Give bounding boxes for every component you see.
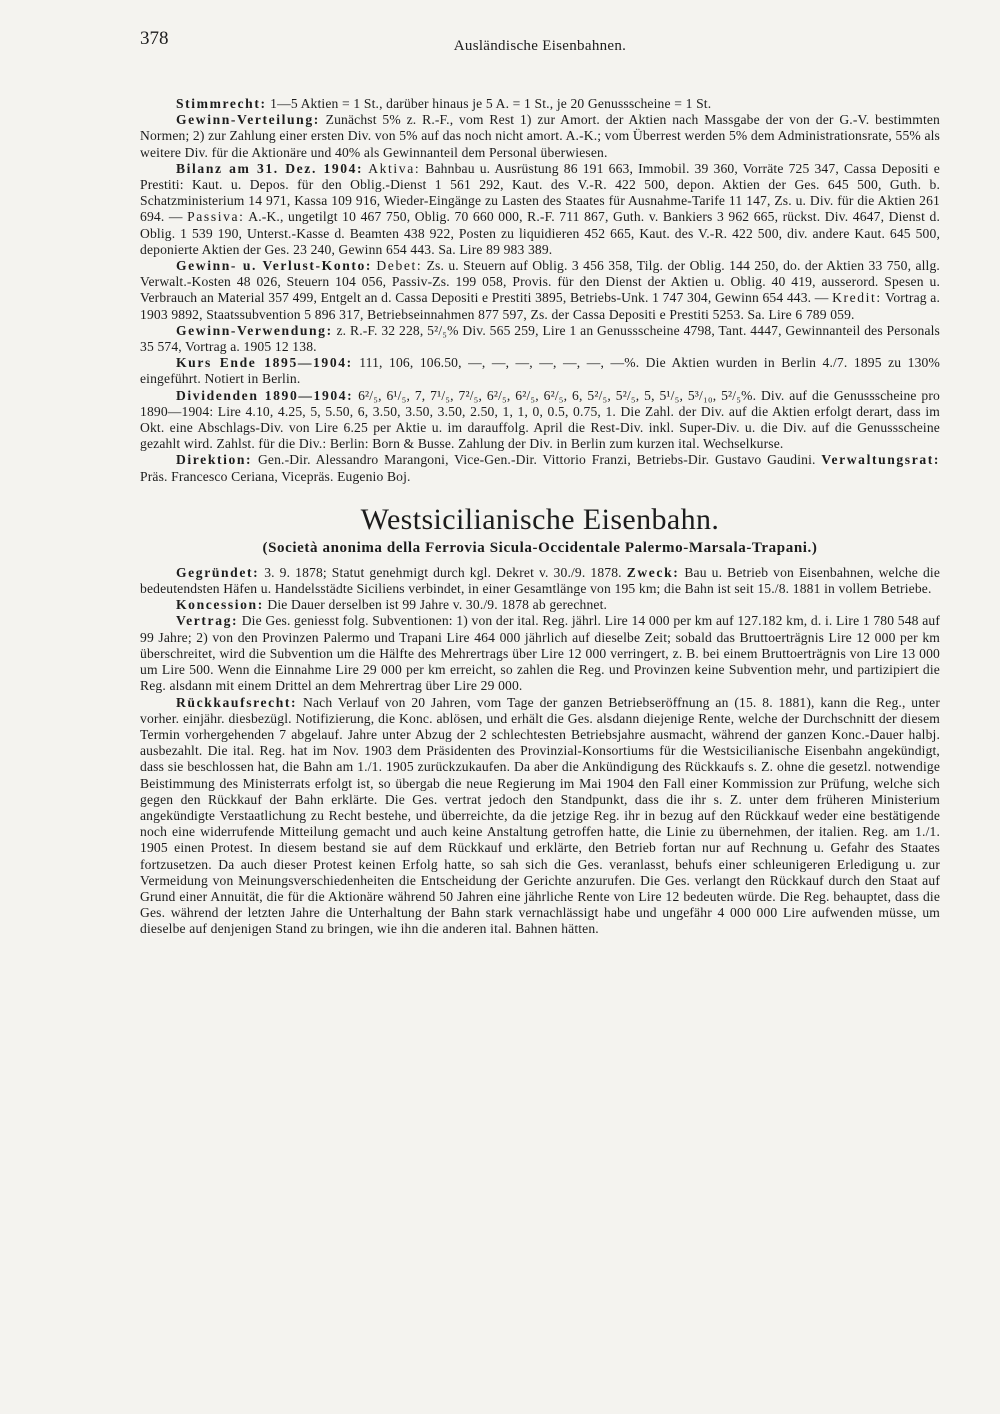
- label-gewinn-verlust-konto: Gewinn- u. Verlust-Konto:: [176, 258, 373, 274]
- label-kredit: Kredit:: [832, 290, 882, 306]
- section-previous-company: [140, 96, 940, 485]
- paragraph-dividenden: [140, 388, 940, 453]
- text-dividenden: 6²/₅, 6¹/₅, 7, 7¹/₅, 7²/₅, 6²/₅, 6²/₅, 6²/₅, 6, 5²/₅, 5²/₅, 5, 5¹/₅, 5³/₁₀, 5²/₅%. Div. auf die Genussscheine pro 1890—1904: Lire 4.10, 4.25, 5, 5.50, 6, 3.50, 3.50, 3.50, 2.50, 1, 1, 0, 0.5, 0.75, 1. Die Zahl. der Div. auf die Aktien erfolgt derart, dass im Okt. eine Abschlags-Div. von Lire 6.25 per Aktie u. im darauffolg. April die Rest-Div. inkl. Super-Div. u. die Div. auf die Genussscheine gezahlt wird. Zahlst. für die Div.: Berlin: Born & Busse. Zahlung der Div. in Berlin zum kurzen ital. Wechselkurse.: [140, 387, 940, 452]
- paragraph-gewinn-verlust-konto: [140, 258, 940, 323]
- label-gewinn-verwendung: Gewinn-Verwendung:: [176, 322, 333, 338]
- text-gegruendet: 3. 9. 1878; Statut genehmigt durch kgl. Dekret v. 30./9. 1878.: [259, 564, 622, 580]
- paragraph-vertrag: [140, 613, 940, 694]
- text-verwaltungsrat: Präs. Francesco Ceriana, Vicepräs. Eugenio Boj.: [140, 468, 411, 484]
- text-rueckkaufsrecht: Nach Verlauf von 20 Jahren, vom Tage der ganzen Betriebseröffnung an (15. 8. 1881), kann die Reg., unter vorher. einjähr. diesbezügl. Notifizierung, die Konc. ablösen, und erhält die Ges. alsdann diejenige Rente, welche der Durchschnitt der diesem Termin vorhergehenden 7 abgelauf. Jahre unter Abzug der 2 schlechtesten Betriebsjahre ausmacht, während der ganzen Konc.-Dauer halbj. ausbezahlt. Die ital. Reg. hat im Nov. 1903 dem Präsidenten des Provinzial-Konsortiums für die Westsicilianische Eisenbahn angekündigt, dass sie beschlossen hat, die Bahn am 1./1. 1905 zurückzukaufen. Da aber die Ankündigung des Rückkaufs s. Z. ohne die gesetzl. notwendige Beistimmung des Ministerrats erfolgt ist, so übergab die neue Regierung im Mai 1904 den Fall einer Kommission zur Prüfung, welche sich gegen den Rückkauf der Bahn erklärte. Die Ges. vertrat jedoch den Standpunkt, dass die ihr s. Z. unter dem früheren Ministerium angekündigte Verstaatlichung zu Recht bestehe, und überreichte, da die jetzige Reg. ihr in bezug auf den Rückkauf weder eine bestätigende noch eine widerrufende Mitteilung gemacht und auch keine Anstaltung getroffen hatte, die Linie zu übernehmen, der italien. Reg. am 1./1. 1905 einen Protest. In diesem bestand sie auf dem Rückkauf und erklärte, den Betrieb fortan nur auf Rechnung u. Gefahr des Staates fortzusetzen. Da auch dieser Protest keinen Erfolg hatte, so sah sich die Ges. veranlasst, behufs einer schleunigeren Erledigung u. zur Vermeidung von Meinungsverschiedenheiten die Entscheidung der Gerichte anzurufen. Die Ges. verlangt den Rückkauf durch den Staat auf Grund einer Annuität, die für die Aktionäre während 50 Jahren eine jährliche Rente von Lire 12 bedeuten würde. Die Reg. behauptet, dass die Ges. während der letzten Jahre die Unterhaltung der Bahn stark vernachlässigt habe und ungefähr 4 000 000 Lire aufwenden müsse, um dieselbe auf denjenigen Stand zu bringen, wie ihn die anderen ital. Bahnen hätten.: [140, 694, 940, 937]
- label-verwaltungsrat: Verwaltungsrat:: [821, 452, 940, 468]
- paragraph-gewinn-verwendung: [140, 323, 940, 355]
- label-dividenden: Dividenden 1890—1904:: [176, 387, 354, 403]
- text-aktiva: Bahnbau u. Ausrüstung 86 191 663, Immobil. 39 360, Vorräte 725 347, Cassa Depositi e Prestiti: Kaut. u. Depos. für den Oblig.-Dienst 1 561 292, Kaut. des V.-R. 422 500, depon. Aktien der Ges. 645 500, Guth. b. Schatzministerium 14 971, Kassa 109 916, Wieder-Eingänge zu Lasten des Staates für Ausnahme-Tarife 11 147, Zs. u. Div. für die Aktien 261 694. —: [140, 160, 940, 225]
- label-gegruendet: Gegründet:: [176, 564, 260, 580]
- label-debet: Debet:: [376, 258, 423, 274]
- label-aktiva: Aktiva:: [368, 160, 421, 176]
- text-zweck: Bau u. Betrieb von Eisenbahnen, welche die bedeutendsten Häfen u. Handelsstädte Siciliens verbindet, in einer Gesamtlänge von 195 km; die Bahn ist seit 15./8. 1881 in vollem Betriebe.: [140, 564, 941, 597]
- paragraph-kurs: [140, 355, 940, 387]
- text-gewinn-verwendung: z. R.-F. 32 228, 5²/₅% Div. 565 259, Lire 1 an Genussscheine 4798, Tant. 4447, Gewinnanteil des Personals 35 574, Vortrag a. 1905 12 138.: [140, 322, 940, 355]
- label-zweck: Zweck:: [626, 564, 680, 580]
- text-stimmrecht: 1—5 Aktien = 1 St., darüber hinaus je 5 A. = 1 St., je 20 Genussscheine = 1 St.: [266, 96, 712, 111]
- label-vertrag: Vertrag:: [176, 613, 239, 629]
- paragraph-rueckkaufsrecht: [140, 695, 940, 938]
- label-koncession: Koncession:: [176, 597, 264, 613]
- section-title: Westsicilianische Eisenbahn.: [360, 502, 720, 536]
- label-kurs: Kurs Ende 1895—1904:: [176, 355, 353, 371]
- label-passiva: Passiva:: [187, 209, 245, 225]
- page: [140, 28, 940, 938]
- label-gewinn-verteilung: Gewinn-Verteilung:: [176, 112, 320, 128]
- text-koncession: Die Dauer derselben ist 99 Jahre v. 30./9. 1878 ab gerechnet.: [263, 597, 608, 613]
- text-debet: Zs. u. Steuern auf Oblig. 3 456 358, Tilg. der Oblig. 144 250, do. der Aktien 33 750, allg. Verwalt.-Kosten 48 026, Steuern 104 056, Passiv-Zs. 199 058, Provis. für den Dienst der Aktien u. Oblig. 40 419, ausserord. Spesen u. Verbrauch an Material 357 499, Entgelt an d. Cassa Depositi e Prestiti 3895, Betriebs-Unk. 1 747 304, Gewinn 654 443. —: [140, 258, 940, 306]
- paragraph-stimmrecht: [140, 96, 940, 112]
- text-gewinn-verteilung: Zunächst 5% z. R.-F., vom Rest 1) zur Amort. der Aktien nach Massgabe der von der G.-V. bestimmten Normen; 2) zur Zahlung einer ersten Div. von 5% auf das noch nicht amort. A.-K.; vom Überrest werden 5% dem Administrationsrate, 55% als weitere Div. für die Aktionäre und 40% als Gewinnanteil dem Personal überwiesen.: [140, 112, 940, 160]
- text-kurs: 111, 106, 106.50, —, —, —, —, —, —, —%. Die Aktien wurden in Berlin 4./7. 1895 zu 130% eingeführt. Notiert in Berlin.: [140, 355, 940, 387]
- paragraph-gegruendet: [140, 565, 940, 597]
- paragraph-bilanz: [140, 161, 940, 258]
- paragraph-gewinn-verteilung: [140, 112, 940, 161]
- section-westsicilianische-eisenbahn: [140, 503, 940, 938]
- page-header: [140, 28, 940, 58]
- text-kredit: Vortrag a. 1903 9892, Staatssubvention 5 896 317, Betriebseinnahmen 877 597, Zs. der Cassa Depositi e Prestiti 5253. Sa. Lire 6 789 059.: [140, 290, 941, 322]
- label-direktion: Direktion:: [176, 452, 253, 468]
- running-head: Ausländische Eisenbahnen.: [453, 38, 627, 54]
- text-direktion: Gen.-Dir. Alessandro Marangoni, Vice-Gen.-Dir. Vittorio Franzi, Betriebs-Dir. Gustavo Gaudini.: [252, 452, 816, 468]
- paragraph-direktion: [140, 452, 940, 484]
- label-stimmrecht: Stimmrecht:: [176, 96, 267, 111]
- section-subtitle: (Società anonima della Ferrovia Sicula-Occidentale Palermo-Marsala-Trapani.): [262, 539, 818, 556]
- text-passiva: A.-K., ungetilgt 10 467 750, Oblig. 70 660 000, R.-F. 711 867, Guth. v. Bankiers 3 962 665, rückst. Div. 4647, Dienst d. Oblig. 1 539 190, Unterst.-Kasse d. Beamten 438 922, Posten zu liquidieren 452 665, Kaut. des V.-R. 422 500, div. andere Kaut. 645 500, deponierte Aktien der Ges. 23 240, Gewinn 654 443. Sa. Lire 89 983 389.: [140, 209, 940, 257]
- paragraph-koncession: [140, 597, 940, 613]
- label-bilanz: Bilanz am 31. Dez. 1904:: [176, 160, 364, 176]
- text-vertrag: Die Ges. geniesst folg. Subventionen: 1) von der ital. Reg. jährl. Lire 14 000 per km auf 127.182 km, d. i. Lire 1 780 548 auf 99 Jahre; 2) von den Provinzen Palermo und Trapani Lire 464 000 jährlich auf dieselbe Zeit; sobald das Bruttoerträgnis Lire 12 000 per km überschreitet, wird die Subvention um die Hälfte des Mehrertrags über Lire 12 000 verringert, z. B. bei einem Bruttoerträgnis von Lire 13 000 um Lire 500. Wenn die Einnahme Lire 29 000 per km erreicht, so zahlen die Reg. und Provinzen keine Subvention mehr, und partizipiert die Reg. alsdann mit einem Drittel an dem Mehrertrag über Lire 29 000.: [140, 613, 940, 694]
- page-number: 378: [140, 28, 169, 49]
- label-rueckkaufsrecht: Rückkaufsrecht:: [176, 694, 298, 710]
